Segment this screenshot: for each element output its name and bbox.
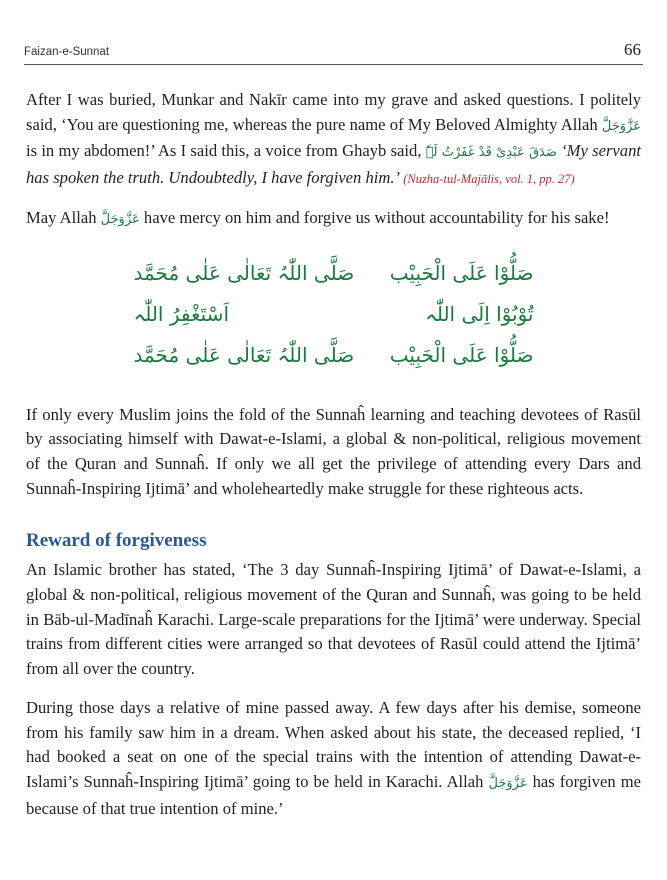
- durood-phrase: صَلُّوْا عَلَی الْحَبِیْب: [389, 342, 534, 367]
- paragraph-text: have mercy on him and forgive us without accountability for his sake!: [139, 207, 610, 227]
- book-title: Faizan-e-Sunnat: [24, 46, 110, 58]
- paragraph-text: After I was buried, Munkar and Nakīr came into my grave and asked questions. I politely said, ‘You are questioning me, whereas the pure name of My Beloved Almighty Allah: [26, 90, 641, 134]
- durood-row: [134, 294, 534, 335]
- durood-block: [134, 253, 534, 376]
- paragraph-grave: [26, 88, 641, 192]
- arabic-honorific: عَزَّوَجَلَّ: [488, 775, 528, 791]
- page-number: 66: [624, 40, 641, 59]
- durood-phrase: صَلُّوْا عَلَی الْحَبِیْب: [389, 260, 534, 285]
- durood-phrase: اَسْتَغْفِرُ اللّٰہ: [133, 301, 229, 326]
- paragraph-mercy: [26, 206, 641, 233]
- paragraph-text: has forgiven me because of that true intention of mine.’: [26, 771, 641, 818]
- paragraph-text: May Allah: [26, 207, 101, 227]
- paragraph-text: During those days a relative of mine passed away. A few days after his demise, someone from his family saw him in a dream. When asked about his state, the deceased replied, ‘I had booked a seat on one of the special trains with the intention of attending Dawat-e-Islami’s Sunnaĥ-Inspiring Ijtimā’ going to be held in Karachi. Allah: [26, 697, 641, 791]
- paragraph-text: is in my abdomen!’ As I said this, a voice from Ghayb said,: [26, 141, 426, 161]
- durood-phrase: صَلَّی اللّٰہُ تَعَالٰی عَلٰی مُحَمَّد: [133, 342, 355, 367]
- durood-phrase: تُوْبُوْا اِلَی اللّٰہ: [425, 301, 534, 326]
- arabic-honorific: عَزَّوَجَلَّ: [100, 211, 140, 227]
- quote-translation: ‘My servant has spoken the truth. Undoubtedly, I have forgiven him.’: [26, 141, 641, 188]
- section-heading: Reward of forgiveness: [26, 530, 207, 552]
- durood-row: [134, 253, 534, 294]
- arabic-honorific: عَزَّوَجَلَّ: [601, 118, 641, 134]
- paragraph-muslim: If only every Muslim joins the fold of the Sunnaĥ learning and teaching devotees of Rasūl by associating himself with Dawat-e-Islami, a global & non-political, religious movement of the Quran and Sunnaĥ. If only we all get the privilege of attending every Dars and Sunnaĥ-Inspiring Ijtimā’ and wholeheartedly make struggle for these righteous acts.: [26, 404, 641, 498]
- arabic-quote: صَدَقَ عَبْدِیْ قَدْ غَفَرْتُ لَہٗ: [425, 145, 557, 161]
- paragraph-relative: [26, 696, 641, 822]
- page-content: [26, 88, 641, 821]
- durood-phrase: صَلَّی اللّٰہُ تَعَالٰی عَلٰی مُحَمَّد: [133, 260, 355, 285]
- page-header: [24, 34, 643, 65]
- durood-row: [134, 335, 534, 376]
- reference-citation: (Nuzha-tul-Majālis, vol. 1, pp. 27): [400, 172, 575, 187]
- paragraph-ijtima: An Islamic brother has stated, ‘The 3 day Sunnaĥ-Inspiring Ijtimā’ of Dawat-e-Islami, a global & non-political, religious movement of the Quran and Sunnaĥ, was going to be held in Bāb-ul-Madīnaĥ Karachi. Large-scale preparations for the Ijtimā’ were underway. Special trains from different cities were arranged so that devotees of Rasūl could attend the Ijtimā’ from all over the country.: [26, 560, 641, 679]
